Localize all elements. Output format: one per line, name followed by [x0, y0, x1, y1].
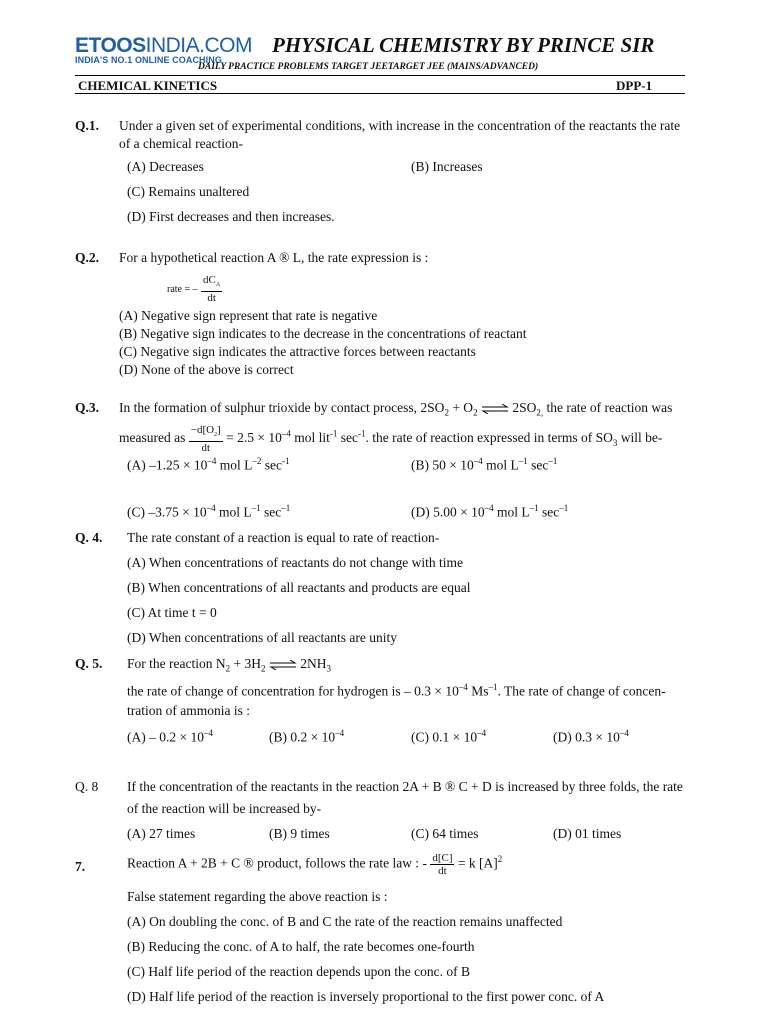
page-title: PHYSICAL CHEMISTRY BY PRINCE SIR [272, 33, 655, 57]
q3-option-b: (B) $50 \times 10^{-4}$ mol $L^{-1}$ $\sec^{-1}$ [411, 456, 558, 473]
header-rule-bottom [75, 93, 685, 94]
header-rule-top [75, 75, 685, 76]
q4-option-c: (C) At time t = 0 [127, 605, 217, 620]
page-subtitle: DAILY PRACTICE PROBLEMS TARGET JEETARGET JEE (MAINS/ADVANCED) [198, 62, 539, 72]
q5-text-line3: tration of ammonia is : [127, 703, 250, 718]
question-number-q1: Q.1. [75, 118, 100, 133]
q5-option-a: $(A) - 0.2 \times 10^{-4}$ [127, 728, 213, 745]
question-number-q5: Q. 5. [75, 656, 103, 671]
section-title: CHEMICAL KINETICS [78, 78, 218, 93]
q4-option-b: (B) When concentrations of all reactants and products are equal [127, 580, 471, 595]
q7-option-b: (B) Reducing the conc. of A to half, the rate becomes one-fourth [127, 939, 475, 954]
q5-text-line2: the rate of change of concentration for hydrogen is – $0.3 \times 10^{-4}$ $Ms^{-1}$. The rate of change of concen- [127, 682, 666, 699]
q2-option-b: (B) Negative sign indicates to the decrease in the concentrations of reactant [119, 326, 527, 341]
q5-option-c: (C) $0.1 \times 10^{-4}$ [411, 728, 487, 745]
logo-tagline: INDIA'S NO.1 ONLINE COACHING [75, 55, 222, 65]
q1-text-line1: Under a given set of experimental conditions, with increase in the concentration of the reactants the rate [119, 118, 681, 133]
equilibrium-arrow-icon [269, 660, 297, 670]
q7-option-d: (D) Half life period of the reaction is inversely proportional to the first power conc. of A [127, 989, 605, 1004]
q8-option-c: (C) 64 times [411, 826, 479, 841]
equilibrium-arrow-icon [481, 404, 509, 414]
q2-text: For a hypothetical reaction A ® L, the rate expression is : [119, 250, 429, 265]
q8-text-line1: If the concentration of the reactants in the reaction 2A + B ® C + D is increased by three folds, the rate [127, 779, 683, 794]
q1-option-d: (D) First decreases and then increases. [127, 209, 335, 224]
q3-option-d: (D) $5.00 \times 10^{-4}$ mol $L^{-1}$ $\sec^{-1}$ [411, 503, 569, 520]
q2-rate-expression: rate = – $\frac{dC_A}{dt}$ [167, 274, 221, 305]
q7-text-line2: False statement regarding the above reaction is : [127, 889, 388, 904]
q7-text: Reaction A + 2B + C ® product, follows the rate law : - $\frac{d[C]}{dt}$ = k $[A]^2$ [127, 852, 503, 877]
q4-option-a: (A) When concentrations of reactants do not change with time [127, 555, 464, 570]
q5-text: For the reaction $N_2 + 3H_2$ $2NH_3$ [127, 656, 331, 674]
q3-option-a: (A) $-1.25 \times 10^{-4}$ mol $L^{-2}$ $\sec^{-1}$ [127, 456, 290, 473]
q1-text-line2: of a chemical reaction- [119, 136, 244, 151]
q3-text-line1: In the formation of sulphur trioxide by contact process, $2SO_2 + O_2$ $2SO_{2,}$ the rate of reaction was [119, 400, 673, 418]
question-number-q7: 7. [75, 859, 86, 874]
q4-text: The rate constant of a reaction is equal to rate of reaction- [127, 530, 440, 545]
q2-option-d: (D) None of the above is correct [119, 362, 294, 377]
q7-option-a: (A) On doubling the conc. of B and C the rate of the reaction remains unaffected [127, 914, 563, 929]
q1-option-c: (C) Remains unaltered [127, 184, 250, 199]
etoos-logo: ETOOSINDIA.COM [75, 34, 252, 57]
q5-option-b: (B) $0.2 \times 10^{-4}$ [269, 728, 345, 745]
question-number-q8: Q. 8 [75, 779, 99, 794]
q4-option-d: (D) When concentrations of all reactants are unity [127, 630, 398, 645]
q8-option-a: (A) 27 times [127, 826, 196, 841]
question-number-q2: Q.2. [75, 250, 100, 265]
q7-option-c: (C) Half life period of the reaction depends upon the conc. of B [127, 964, 471, 979]
q3-option-c: (C) $-3.75 \times 10^{-4}$ mol $L^{-1}$ $\sec^{-1}$ [127, 503, 291, 520]
q1-option-a: (A) Decreases [127, 159, 204, 174]
q3-text-line2: measured as $\frac{-d[O_2]}{dt}$ = $2.5 \times 10^{-4}$ mol lit$^{-1}$ $\sec^{-1}$. the rate of reaction expressed in terms of $SO_3$ will be- [119, 424, 663, 455]
question-number-q3: Q.3. [75, 400, 100, 415]
q5-option-d: (D) $0.3 \times 10^{-4}$ [553, 728, 629, 745]
q8-option-b: (B) 9 times [269, 826, 330, 841]
dpp-label: DPP-1 [616, 78, 653, 93]
q2-option-c: (C) Negative sign indicates the attractive forces between reactants [119, 344, 476, 359]
q2-option-a: (A) Negative sign represent that rate is negative [119, 308, 378, 323]
q1-option-b: (B) Increases [411, 159, 483, 174]
q8-option-d: (D) 01 times [553, 826, 622, 841]
q8-text-line2: of the reaction will be increased by- [127, 801, 322, 816]
question-number-q4: Q. 4. [75, 530, 103, 545]
